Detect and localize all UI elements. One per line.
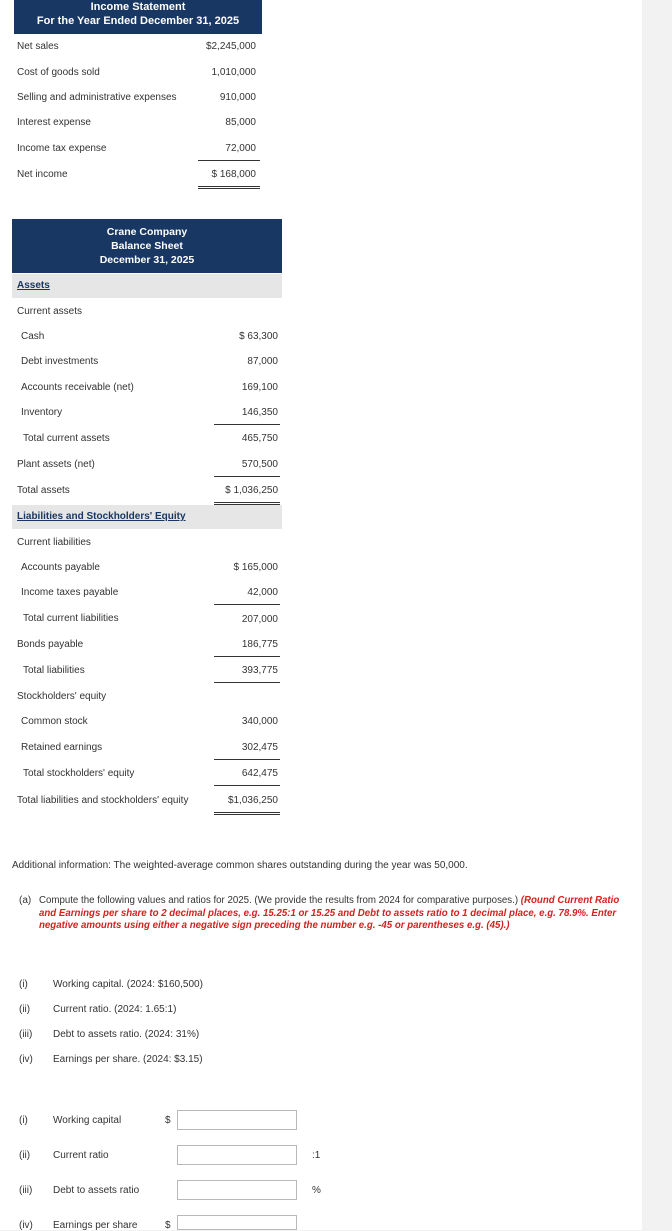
total-current-assets-value: 465,750	[241, 433, 278, 444]
is-value-net-sales: $2,245,000	[205, 41, 256, 52]
balance-sheet-header	[12, 219, 282, 273]
total-current-assets-label: Total current assets	[23, 433, 110, 444]
total-se-value: 642,475	[241, 768, 278, 779]
bs-rule-plant	[214, 476, 280, 477]
bs-rule-tle-2	[214, 814, 280, 815]
plant-assets-label: Plant assets (net)	[17, 459, 95, 470]
answer-num-1: (i)	[19, 1115, 28, 1126]
is-label-cogs: Cost of goods sold	[17, 67, 100, 78]
answer-label-2: Current ratio	[53, 1150, 109, 1161]
bonds-payable-label: Bonds payable	[17, 639, 84, 650]
is-value-net-income: $ 168,000	[211, 169, 256, 180]
total-assets-label: Total assets	[17, 485, 70, 496]
eps-input[interactable]	[177, 1215, 297, 1230]
balance-sheet-date: December 31, 2025	[99, 254, 195, 266]
retained-earnings-label: Retained earnings	[21, 742, 103, 753]
question-letter: (a)	[19, 895, 32, 906]
working-capital-input[interactable]	[177, 1110, 297, 1130]
se-label: Stockholders' equity	[17, 691, 107, 702]
bonds-payable-value: 186,775	[241, 639, 278, 650]
total-liabilities-value: 393,775	[241, 665, 278, 676]
item-text-1: Working capital. (2024: $160,500)	[53, 979, 203, 990]
bs-rule-itp	[214, 604, 280, 605]
answer-suffix-2: :1	[312, 1150, 321, 1161]
item-num-2: (ii)	[19, 1004, 31, 1015]
inventory-value: 146,350	[241, 407, 278, 418]
plant-assets-value: 570,500	[241, 459, 278, 470]
accounts-payable-label: Accounts payable	[21, 562, 100, 573]
answer-label-4: Earnings per share	[53, 1220, 138, 1231]
current-liabilities-label: Current liabilities	[17, 537, 91, 548]
answer-num-4: (iv)	[19, 1220, 33, 1231]
total-le-label: Total liabilities and stockholders' equity	[17, 795, 189, 806]
liabilities-header: Liabilities and Stockholders' Equity	[17, 511, 186, 522]
retained-earnings-value: 302,475	[241, 742, 278, 753]
cash-value: $ 63,300	[239, 331, 278, 342]
accounts-receivable-label: Accounts receivable (net)	[21, 382, 134, 393]
is-value-selling: 910,000	[219, 92, 256, 103]
bs-rule-bonds	[214, 656, 280, 657]
total-liabilities-label: Total liabilities	[23, 665, 85, 676]
answer-num-2: (ii)	[19, 1150, 31, 1161]
income-statement-header	[14, 0, 262, 34]
is-value-interest: 85,000	[225, 117, 256, 128]
total-current-liabilities-value: 207,000	[241, 614, 278, 625]
bs-rule-total-liab	[214, 682, 280, 683]
debt-to-assets-input[interactable]	[177, 1180, 297, 1200]
question-block	[39, 895, 624, 933]
answer-num-3: (iii)	[19, 1185, 33, 1196]
common-stock-value: 340,000	[241, 716, 278, 727]
additional-info: Additional information: The weighted-average common shares outstanding during the year was 50,000.	[12, 860, 468, 871]
bs-rule-tle-1	[214, 812, 280, 813]
accounts-payable-value: $ 165,000	[233, 562, 278, 573]
current-assets-label: Current assets	[17, 306, 83, 317]
total-le-value: $1,036,250	[227, 795, 278, 806]
answer-label-3: Debt to assets ratio	[53, 1185, 140, 1196]
is-label-selling: Selling and administrative expenses	[17, 92, 177, 103]
item-text-3: Debt to assets ratio. (2024: 31%)	[53, 1029, 200, 1040]
inventory-label: Inventory	[21, 407, 63, 418]
is-label-net-sales: Net sales	[17, 41, 59, 52]
total-se-label: Total stockholders' equity	[23, 768, 135, 779]
item-text-2: Current ratio. (2024: 1.65:1)	[53, 1004, 177, 1015]
answer-label-1: Working capital	[53, 1115, 122, 1126]
current-ratio-input[interactable]	[177, 1145, 297, 1165]
is-rule-1	[198, 160, 260, 161]
income-taxes-payable-label: Income taxes payable	[21, 587, 119, 598]
is-value-tax: 72,000	[225, 143, 256, 154]
item-text-4: Earnings per share. (2024: $3.15)	[53, 1054, 203, 1065]
common-stock-label: Common stock	[21, 716, 88, 727]
answer-prefix-4: $	[165, 1220, 171, 1231]
is-label-interest: Interest expense	[17, 117, 91, 128]
assets-header-band	[12, 274, 282, 298]
income-statement-period: For the Year Ended December 31, 2025	[36, 15, 240, 27]
income-statement-title: Income Statement	[90, 1, 186, 13]
item-num-4: (iv)	[19, 1054, 33, 1065]
item-num-1: (i)	[19, 979, 28, 990]
company-name: Crane Company	[106, 226, 188, 238]
cash-label: Cash	[21, 331, 45, 342]
answer-suffix-3: %	[312, 1185, 321, 1196]
total-current-liabilities-label: Total current liabilities	[23, 613, 119, 624]
income-taxes-payable-value: 42,000	[247, 587, 278, 598]
is-rule-3	[198, 188, 260, 189]
bs-rule-total-assets-1	[214, 502, 280, 503]
accounts-receivable-value: 169,100	[241, 382, 278, 393]
is-label-net-income: Net income	[17, 169, 68, 180]
debt-investments-label: Debt investments	[21, 356, 99, 367]
question-text: Compute the following values and ratios for 2025. (We provide the results from 2024 for comparative purposes.)	[39, 895, 519, 906]
total-assets-value: $ 1,036,250	[225, 485, 278, 496]
bs-rule-tse	[214, 785, 280, 786]
balance-sheet-title: Balance Sheet	[111, 240, 183, 252]
bs-rule-re	[214, 759, 280, 760]
item-num-3: (iii)	[19, 1029, 33, 1040]
question-instructions: (Round Current Ratio and Earnings per share to 2 decimal places, e.g. 15.25:1 or 15.25 and Debt to assets ratio to 1 decimal place, e.g. 78.9%. Enter negative amounts using either a negative sign preceding the number e.g. -45 or parentheses e.g. (45).)	[39, 895, 620, 931]
is-label-tax: Income tax expense	[17, 143, 107, 154]
bs-rule-inventory	[214, 424, 280, 425]
assets-header: Assets	[17, 280, 50, 291]
debt-investments-value: 87,000	[247, 356, 278, 367]
answer-prefix-1: $	[165, 1115, 171, 1126]
is-value-cogs: 1,010,000	[211, 67, 256, 78]
is-rule-2	[198, 186, 260, 187]
